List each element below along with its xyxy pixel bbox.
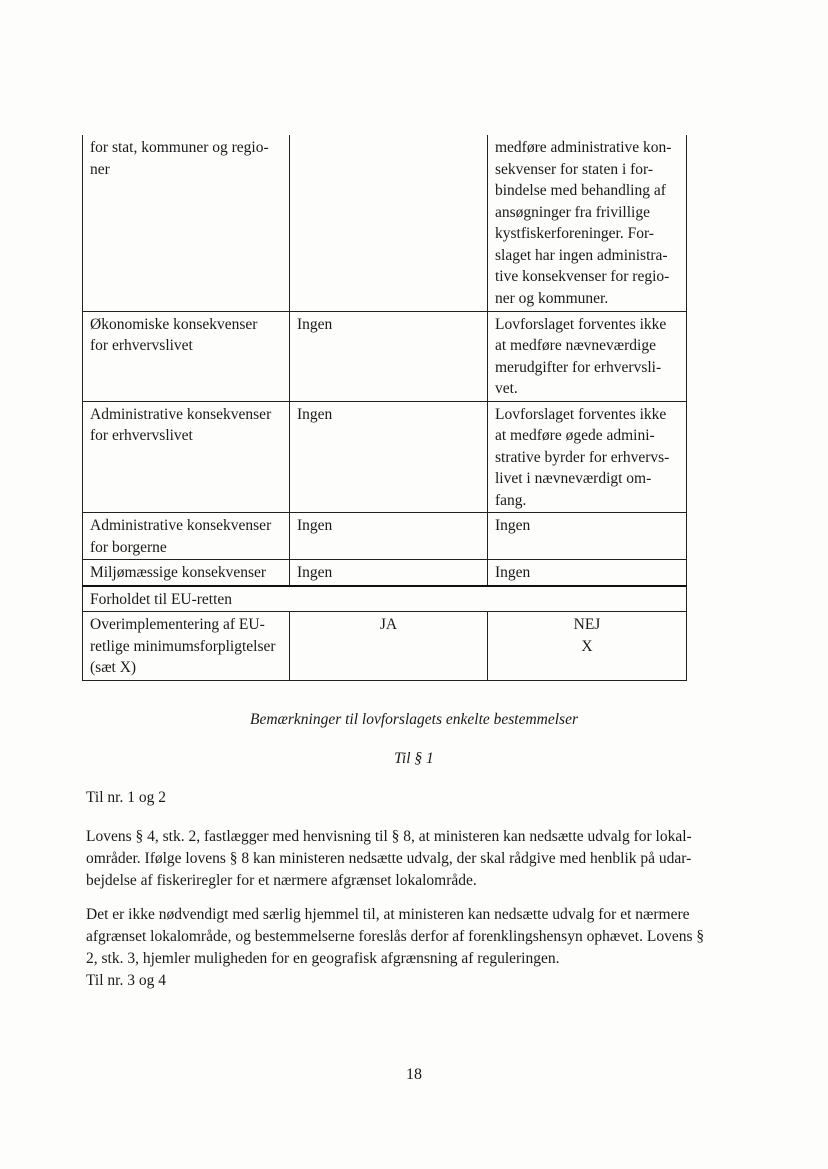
cell-text: Administrative konsekvenser [90, 517, 272, 534]
section-title: Bemærkninger til lovforslagets enkelte bestemmelser [249, 711, 578, 728]
paragraph-line: Det er ikke nødvendigt med særlig hjemmel til, at ministeren kan nedsætte udvalg for et nærmere [86, 906, 690, 923]
subsection-title: Til § 1 [394, 750, 434, 767]
cell-text: ansøgninger fra frivillige [495, 203, 650, 221]
cell-text: sekvenser for staten i for- [495, 160, 654, 178]
value-cell [290, 311, 488, 401]
cell-text: Lovforslaget forventes ikke [495, 315, 667, 333]
cell-text: Ingen [297, 315, 333, 333]
label-cell [83, 135, 290, 311]
table-row [83, 513, 687, 560]
cell-text: medføre administrative kon- [495, 139, 672, 156]
cell-text: Overimplementering af EU- [90, 616, 265, 633]
cell-text: ner [90, 160, 110, 178]
value-cell [290, 135, 488, 311]
cell-text: (sæt X) [90, 659, 137, 676]
paragraph-line: 2, stk. 3, hjemler muligheden for en geografisk afgrænsning af reguleringen. [86, 950, 560, 967]
cell-text: Lovforslaget forventes ikke [495, 405, 667, 423]
nej-label: NEJ [573, 616, 601, 633]
cell-text: livet i nævneværdigt om- [495, 470, 652, 487]
cell-text: merudgifter for erhvervsli- [495, 358, 662, 376]
page-number: 18 [406, 1066, 422, 1083]
eu-heading-row [83, 586, 687, 612]
cell-text: at medføre nævneværdige [495, 337, 656, 354]
value-cell [290, 401, 488, 513]
label-cell [83, 513, 290, 560]
label-cell [83, 560, 290, 586]
cell-text: vet. [495, 380, 518, 397]
cell-text: Administrative konsekvenser [90, 405, 272, 423]
cell-text: ner og kommuner. [495, 289, 609, 307]
cell-text: fang. [495, 491, 527, 509]
paragraph-line: afgrænset lokalområde, og bestemmelserne foreslås derfor af forenklingshensyn ophævet. Lovens § [86, 928, 705, 945]
empty-cell [488, 586, 687, 612]
table-row [83, 135, 687, 311]
cell-text: tive konsekvenser for regio- [495, 268, 670, 285]
subheading-1: Til nr. 1 og 2 [86, 789, 166, 806]
comment-cell [488, 513, 687, 560]
label-cell [83, 612, 290, 681]
cell-text: Økonomiske konsekvenser [90, 315, 258, 333]
eu-heading: Forholdet til EU-retten [90, 590, 233, 608]
cell-text: Ingen [495, 564, 531, 581]
cell-text: for stat, kommuner og regio- [90, 139, 269, 156]
cell-text: for erhvervslivet [90, 337, 193, 354]
cell-text: for borgerne [90, 538, 167, 556]
paragraph-line: områder. Ifølge lovens § 8 kan ministeren nedsætte udvalg, der skal rådgive med henblik på udar- [86, 850, 692, 867]
cell-text: bindelse med behandling af [495, 182, 666, 199]
table-row [83, 311, 687, 401]
eu-heading-cell [83, 586, 488, 612]
cell-text: Ingen [297, 517, 333, 534]
cell-text: Ingen [297, 564, 333, 581]
cell-text: at medføre øgede admini- [495, 427, 655, 444]
comment-cell [488, 401, 687, 513]
ja-cell [290, 612, 488, 681]
ja-label: JA [379, 616, 398, 633]
paragraph-line: bejdelse af fiskeriregler for et nærmere afgrænset lokalområde. [86, 872, 477, 889]
cell-text: kystfiskerforeninger. For- [495, 225, 654, 242]
cell-text: for erhvervslivet [90, 427, 193, 444]
label-cell [83, 311, 290, 401]
consequences-table [82, 135, 687, 681]
label-cell [83, 401, 290, 513]
value-cell [290, 560, 488, 586]
nej-mark: X [581, 637, 593, 655]
eu-row [83, 612, 687, 681]
paragraph-2 [86, 904, 734, 970]
cell-text: slaget har ingen administra- [495, 246, 668, 264]
comment-cell [488, 135, 687, 311]
value-cell [290, 513, 488, 560]
table-row [83, 560, 687, 586]
nej-cell [488, 612, 687, 681]
cell-text: retlige minimumsforpligtelser [90, 637, 276, 655]
cell-text: Ingen [495, 517, 531, 534]
subheading-2: Til nr. 3 og 4 [86, 972, 166, 989]
paragraph-1 [86, 826, 734, 892]
comment-cell [488, 311, 687, 401]
cell-text: Ingen [297, 405, 333, 423]
paragraph-line: Lovens § 4, stk. 2, fastlægger med henvisning til § 8, at ministeren kan nedsætte udvalg for lokal- [86, 828, 692, 845]
cell-text: strative byrder for erhvervs- [495, 448, 670, 466]
cell-text: Miljømæssige konsekvenser [90, 564, 267, 581]
table-row [83, 401, 687, 513]
comment-cell [488, 560, 687, 586]
